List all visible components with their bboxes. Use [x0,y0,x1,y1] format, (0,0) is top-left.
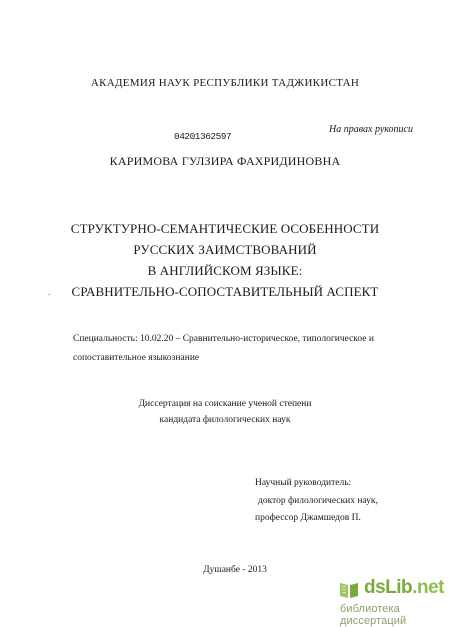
advisor-name: профессор Джамшедов П. [255,513,361,523]
specialty-block [73,330,374,368]
manuscript-rights-note: На правах рукописи [329,124,413,135]
academy-heading: АКАДЕМИЯ НАУК РЕСПУБЛИКИ ТАДЖИКИСТАН [90,77,360,89]
degree-statement [0,396,450,428]
title-line: РУССКИХ ЗАИМСТВОВАНИЙ [133,242,317,257]
watermark-logo [364,577,444,599]
advisor-degree: доктор филологических наук, [258,495,378,506]
author-name: КАРИМОВА ГУЛЗИРА ФАХРИДИНОВНА [109,154,341,168]
title-line: СРАВНИТЕЛЬНО-СОПОСТАВИТЕЛЬНЫЙ АСПЕКТ [71,284,379,299]
specialty-line: сопоставительное языкознание [73,353,200,363]
watermark-subtitle: библиотека диссертаций [340,603,407,627]
watermark-logo-main: dsLib [364,577,413,598]
margin-mark: - [48,290,51,299]
document-code: 04201362597 [174,131,232,142]
book-icon [338,579,360,601]
title-line: В АНГЛИЙСКОМ ЯЗЫКЕ: [147,263,303,278]
title-line: СТРУКТУРНО-СЕМАНТИЧЕСКИЕ ОСОБЕННОСТИ [70,221,380,236]
dissertation-title [0,218,450,302]
degree-line: кандидата филологических наук [159,415,291,425]
advisor-block [255,475,378,528]
watermark-logo-tld: .net [412,577,444,598]
specialty-line: Специальность: 10.02.20 – Сравнительно-историческое, типологическое и [73,334,374,344]
degree-line: Диссертация на соискание ученой степени [138,399,312,409]
advisor-label: Научный руководитель: [255,478,352,488]
dslib-watermark[interactable] [336,573,450,627]
city-year: Душанбе - 2013 [203,565,267,575]
